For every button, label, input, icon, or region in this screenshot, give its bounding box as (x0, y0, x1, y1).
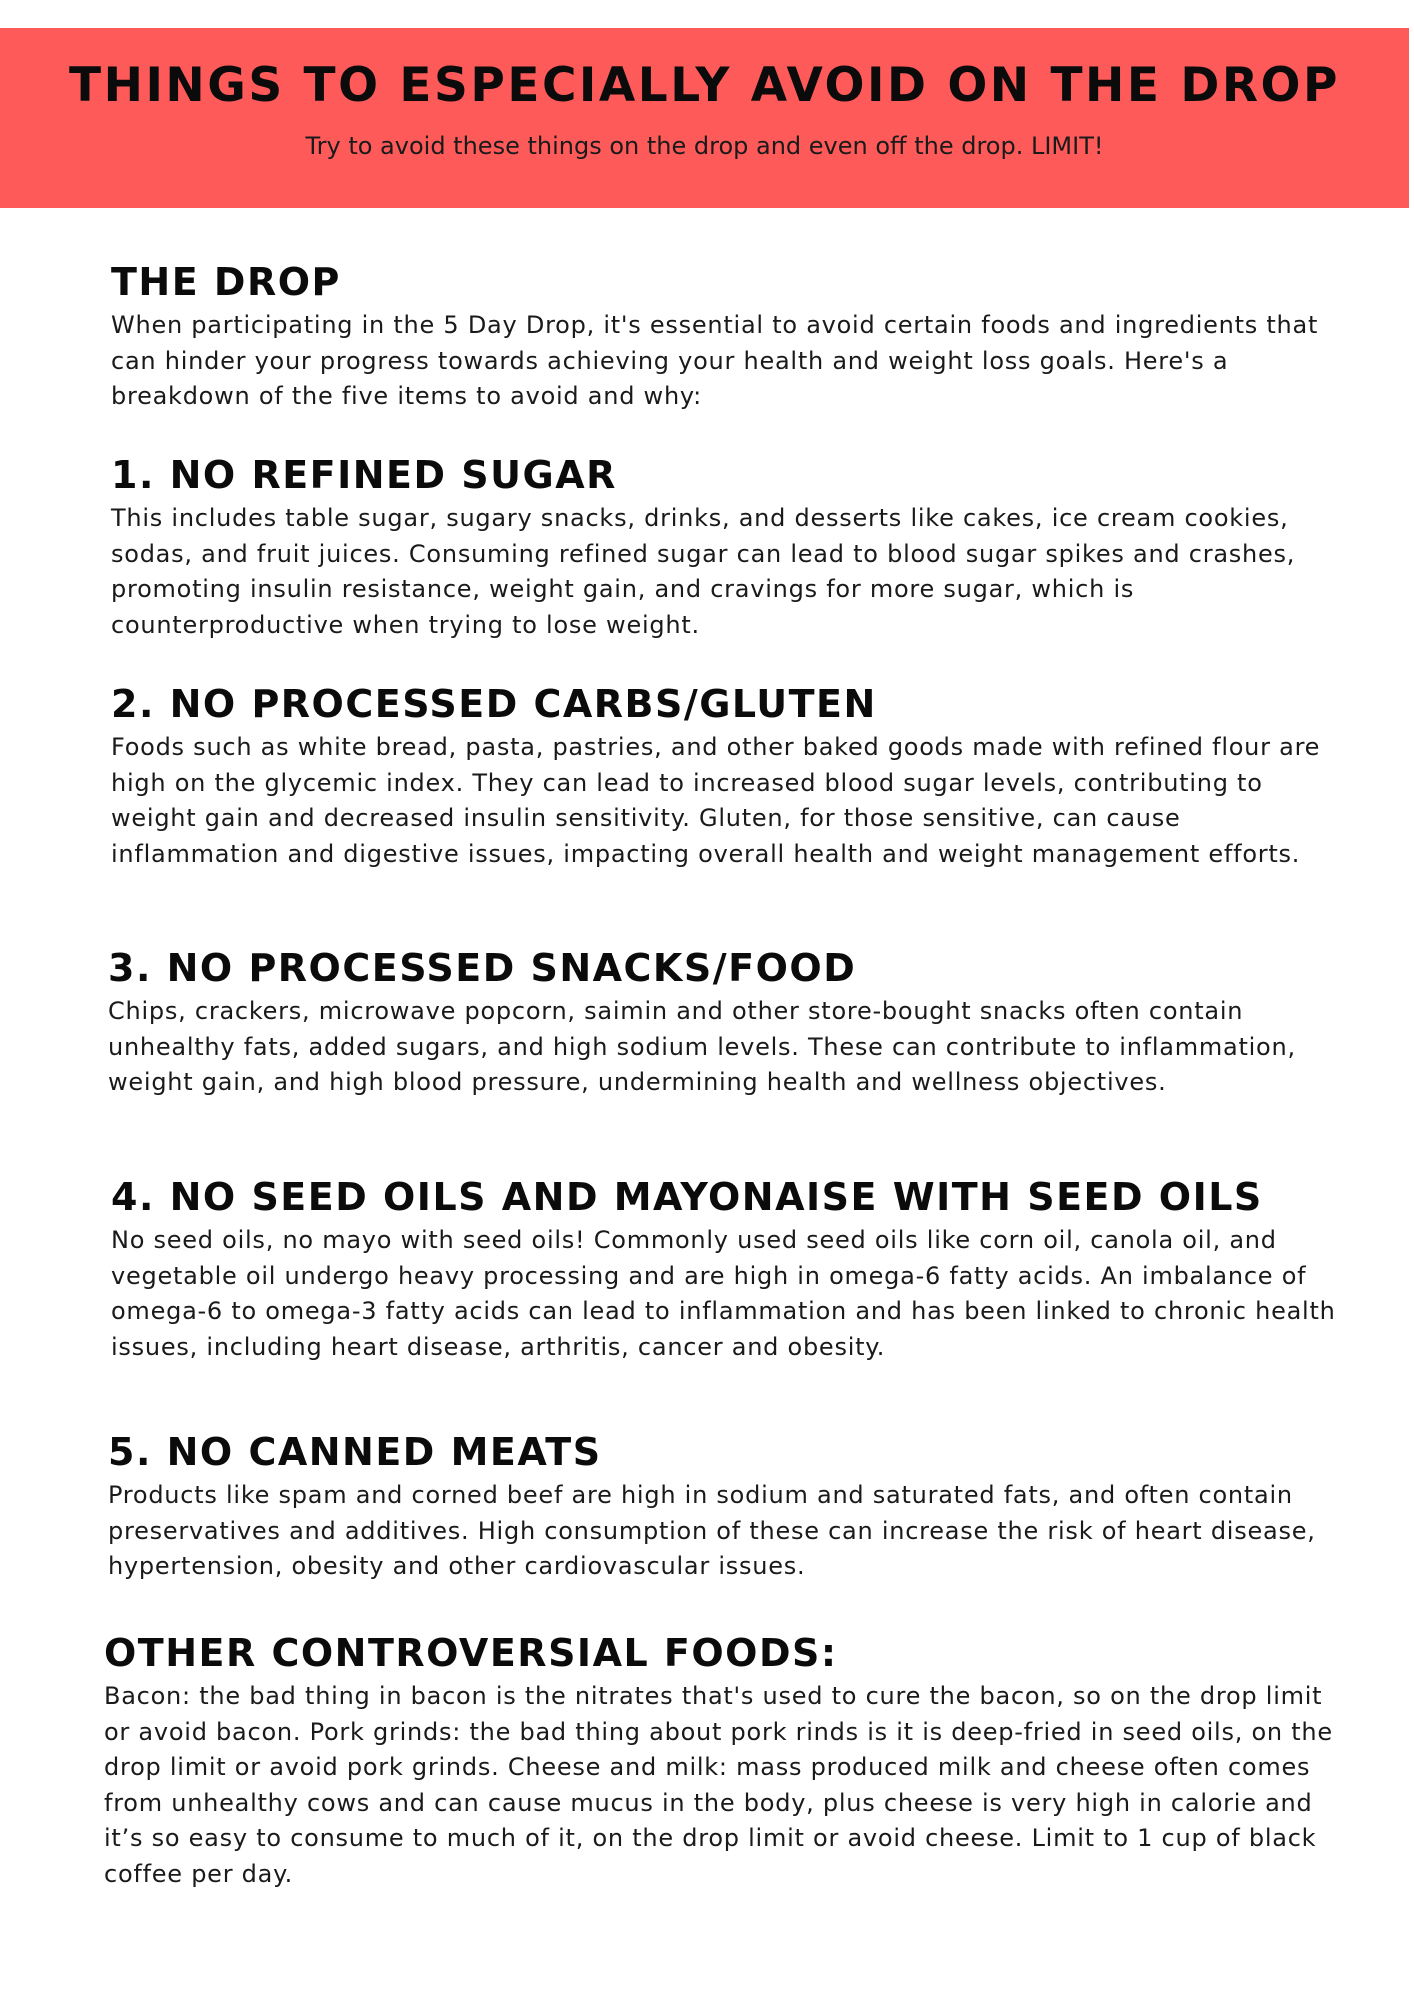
other-foods-section (104, 1631, 1334, 1892)
item-section-seed-oils (111, 1175, 1341, 1365)
other-foods-body: Bacon: the bad thing in bacon is the nitrates that's used to cure the bacon, so on the drop limit or avoid bacon. Pork grinds: the bad thing about pork rinds is it is deep-fried in seed oils, on the drop limit or avoid pork grinds. Cheese and milk: mass produced milk and cheese often comes from unhealthy cows and can cause mucus in the body, plus cheese is very high in calorie and it’s so easy to consume to much of it, on the drop limit or avoid cheese. Limit to 1 cup of black coffee per day. (104, 1682, 1333, 1888)
page-subtitle: Try to avoid these things on the drop and even off the drop. LIMIT! (305, 132, 1104, 160)
item-body-seed-oils: No seed oils, no mayo with seed oils! Commonly used seed oils like corn oil, canola oil, and vegetable oil undergo heavy processing and are high in omega-6 fatty acids. An imbalance of omega-6 to omega-3 fatty acids can lead to inflammation and has been linked to chronic health issues, including heart disease, arthritis, cancer and obesity. (111, 1226, 1336, 1361)
item-section-refined-sugar (111, 453, 1341, 643)
item-heading-seed-oils: 4. NO SEED OILS AND MAYONAISE WITH SEED OILS (111, 1175, 1263, 1219)
item-heading-processed-carbs: 2. NO PROCESSED CARBS/GLUTEN (111, 682, 877, 726)
item-body-canned-meats: Products like spam and corned beef are high in sodium and saturated fats, and often contain preservatives and additives. High consumption of these can increase the risk of heart disease, hypertension, obesity and other cardiovascular issues. (108, 1481, 1316, 1580)
intro-heading: THE DROP (111, 260, 341, 304)
item-section-canned-meats (108, 1430, 1338, 1585)
item-body-processed-snacks: Chips, crackers, microwave popcorn, saimin and other store-bought snacks often contain unhealthy fats, added sugars, and high sodium levels. These can contribute to inflammation, weight gain, and high blood pressure, undermining health and wellness objectives. (108, 997, 1296, 1096)
item-heading-refined-sugar: 1. NO REFINED SUGAR (111, 453, 617, 497)
item-section-processed-carbs (111, 682, 1341, 872)
page-title: THINGS TO ESPECIALLY AVOID ON THE DROP (69, 58, 1340, 113)
other-foods-heading: OTHER CONTROVERSIAL FOODS: (104, 1631, 838, 1675)
item-heading-canned-meats: 5. NO CANNED MEATS (108, 1430, 602, 1474)
intro-section (111, 260, 1341, 415)
item-body-processed-carbs: Foods such as white bread, pasta, pastries, and other baked goods made with refined flour are high on the glycemic index. They can lead to increased blood sugar levels, contributing to weight gain and decreased insulin sensitivity. Gluten, for those sensitive, can cause inflammation and digestive issues, impacting overall health and weight management efforts. (111, 733, 1321, 868)
header-banner (0, 28, 1409, 208)
item-body-refined-sugar: This includes table sugar, sugary snacks, drinks, and desserts like cakes, ice cream cookies, sodas, and fruit juices. Consuming refined sugar can lead to blood sugar spikes and crashes, promoting insulin resistance, weight gain, and cravings for more sugar, which is counterproductive when trying to lose weight. (111, 504, 1296, 639)
intro-body: When participating in the 5 Day Drop, it's essential to avoid certain foods and ingredients that can hinder your progress towards achieving your health and weight loss goals. Here's a breakdown of the five items to avoid and why: (111, 311, 1319, 410)
item-heading-processed-snacks: 3. NO PROCESSED SNACKS/FOOD (108, 946, 857, 990)
item-section-processed-snacks (108, 946, 1338, 1101)
